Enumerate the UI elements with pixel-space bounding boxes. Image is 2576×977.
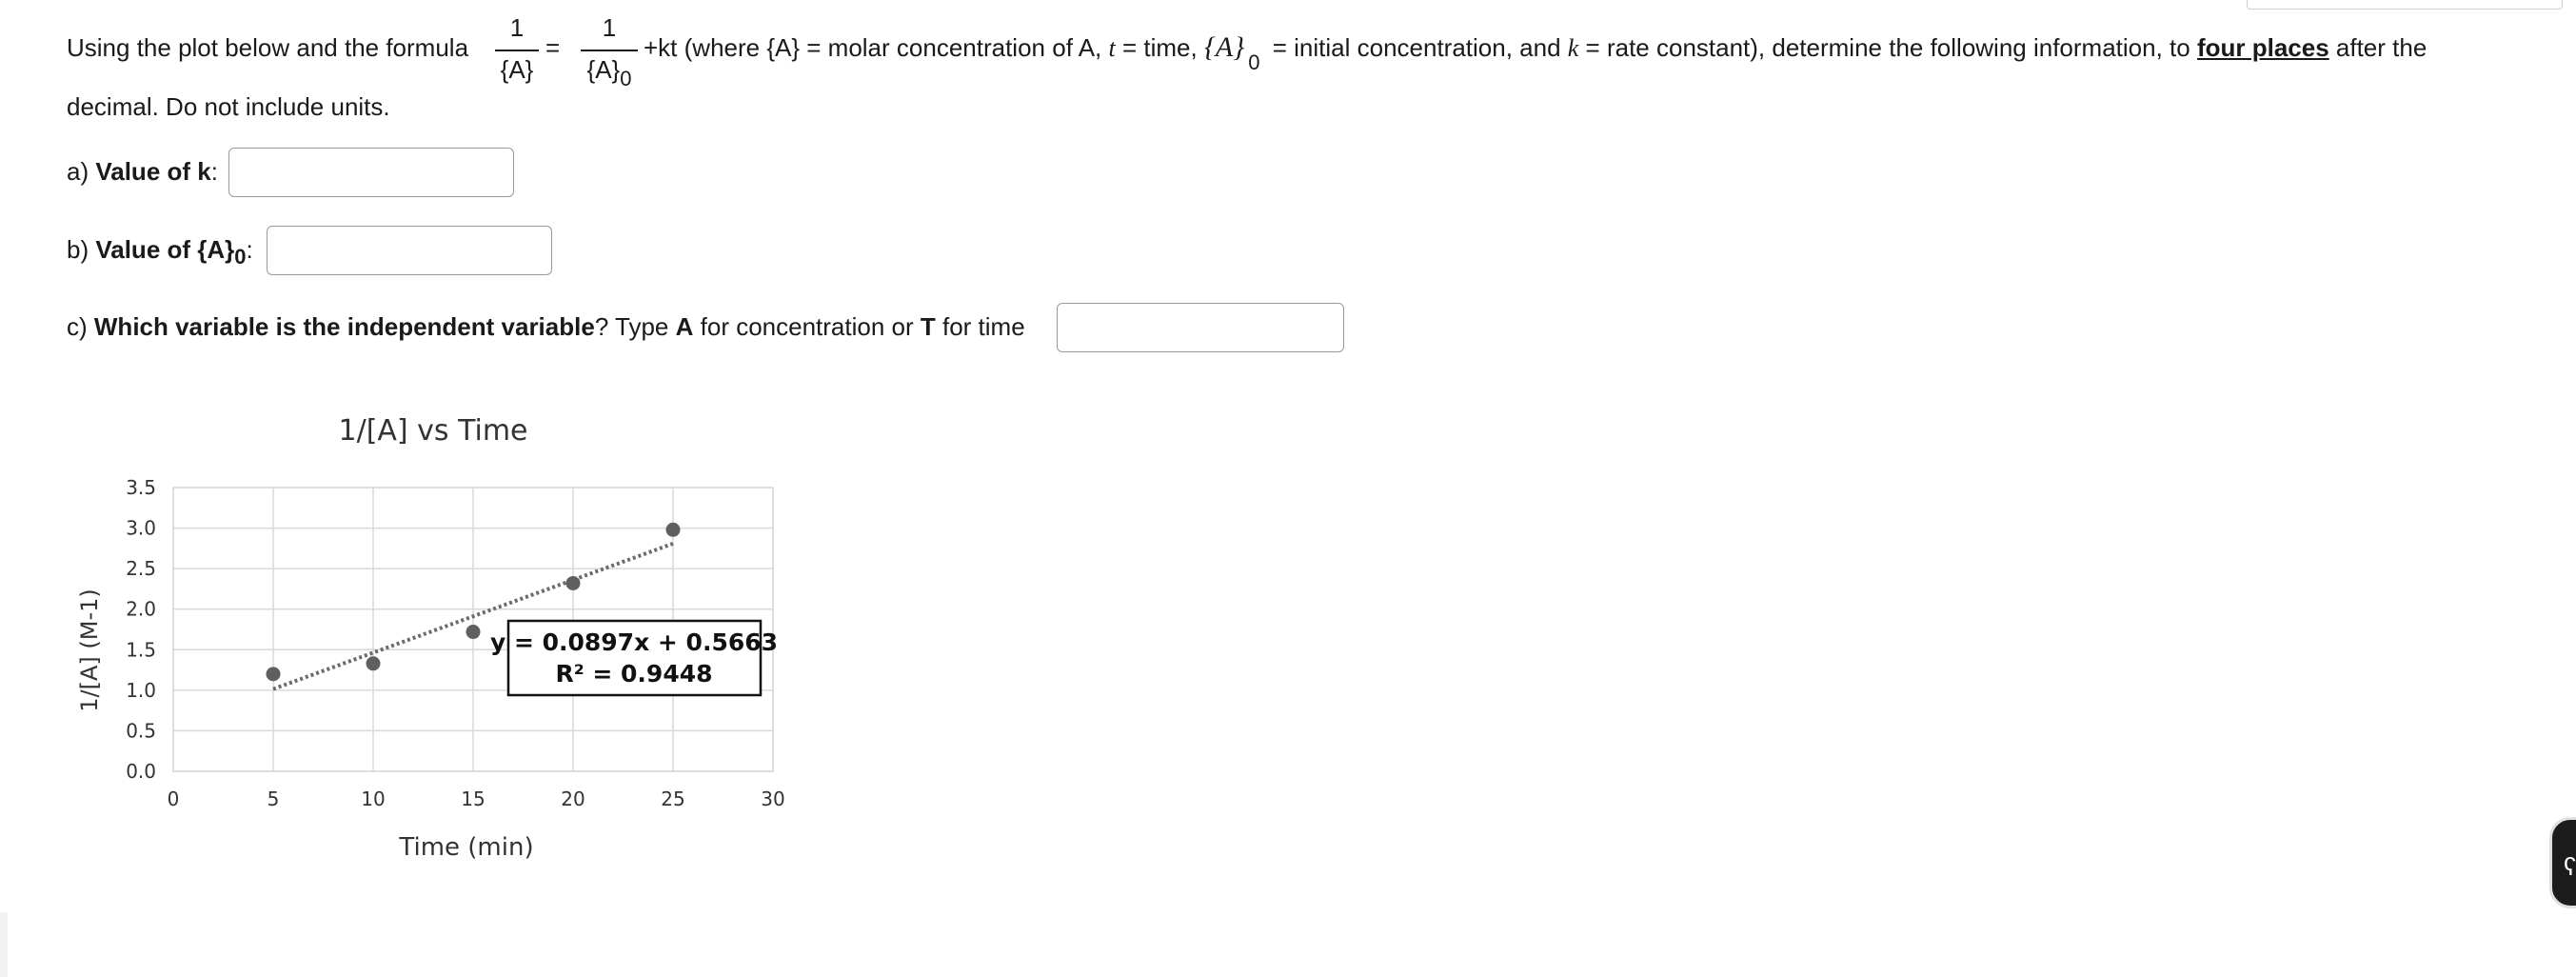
x-axis-label: Time (min) — [399, 833, 534, 862]
fraction-1-denominator: {A} — [500, 55, 534, 84]
formula-equals: = — [545, 33, 561, 62]
k-value-input[interactable] — [228, 148, 514, 197]
y-tick-label: 0.5 — [126, 719, 156, 743]
y-tick-label: 1.0 — [126, 678, 156, 702]
left-edge-panel — [0, 912, 8, 977]
initial-concentration-input[interactable] — [267, 226, 552, 275]
fraction-2-numerator: 1 — [602, 13, 617, 42]
x-tick-label: 10 — [361, 788, 386, 810]
fraction-2-denominator: $\{A\}_0$ — [586, 55, 632, 90]
y-tick-label: 3.5 — [126, 476, 156, 499]
x-tick-label: 25 — [661, 788, 685, 810]
part-a-label: a) Value of k: — [67, 157, 218, 186]
chart-title: 1/[A] vs Time — [338, 414, 528, 448]
scatter-chart — [57, 400, 819, 895]
y-tick-label: 1.5 — [126, 638, 156, 662]
x-tick-label: 20 — [561, 788, 585, 810]
fraction-2-bar — [581, 50, 638, 51]
part-b-label: b) Value of $\{A\}_0$: — [67, 235, 253, 269]
y-tick-label: 0.0 — [126, 760, 156, 783]
y-tick-label: 2.0 — [126, 597, 156, 621]
x-tick-label: 15 — [461, 788, 485, 810]
question-intro: Using the plot below and the formula — [67, 33, 469, 62]
y-tick-label: 3.0 — [126, 516, 156, 540]
x-tick-label: 30 — [761, 788, 785, 810]
x-tick-label: 0 — [167, 788, 180, 810]
data-point — [267, 667, 281, 681]
question-line-2: decimal. Do not include units. — [67, 92, 390, 121]
y-axis-label: 1/[A] (M-1) — [76, 588, 103, 712]
formula-fraction-2 — [581, 11, 638, 88]
independent-variable-input[interactable] — [1057, 303, 1344, 352]
side-button-glyph-icon: ʕ — [2564, 852, 2576, 881]
trendline-equation-box — [490, 621, 778, 695]
y-tick-label: 2.5 — [126, 557, 156, 581]
fraction-1-bar — [495, 50, 539, 51]
trendline-r-squared: R² = 0.9448 — [555, 660, 713, 688]
fraction-1-numerator: 1 — [509, 13, 525, 42]
question-body: +kt (where {A} = molar concentration of A, t = time, {A} $_0$ = initial concentration, and k = rate constant), determine the following information, to four places after the — [644, 31, 2427, 74]
formula-fraction-1 — [495, 11, 539, 88]
trendline-equation: y = 0.0897x + 0.5663 — [489, 628, 779, 656]
data-point — [666, 523, 681, 537]
side-floating-button[interactable] — [2549, 817, 2576, 908]
data-point — [466, 625, 481, 639]
data-point — [566, 576, 581, 590]
part-c-label: c) Which variable is the independent variable? Type A for concentration or T for time — [67, 312, 1025, 341]
x-tick-label: 5 — [267, 788, 280, 810]
data-point — [367, 656, 381, 670]
top-edge-box — [2247, 0, 2563, 10]
